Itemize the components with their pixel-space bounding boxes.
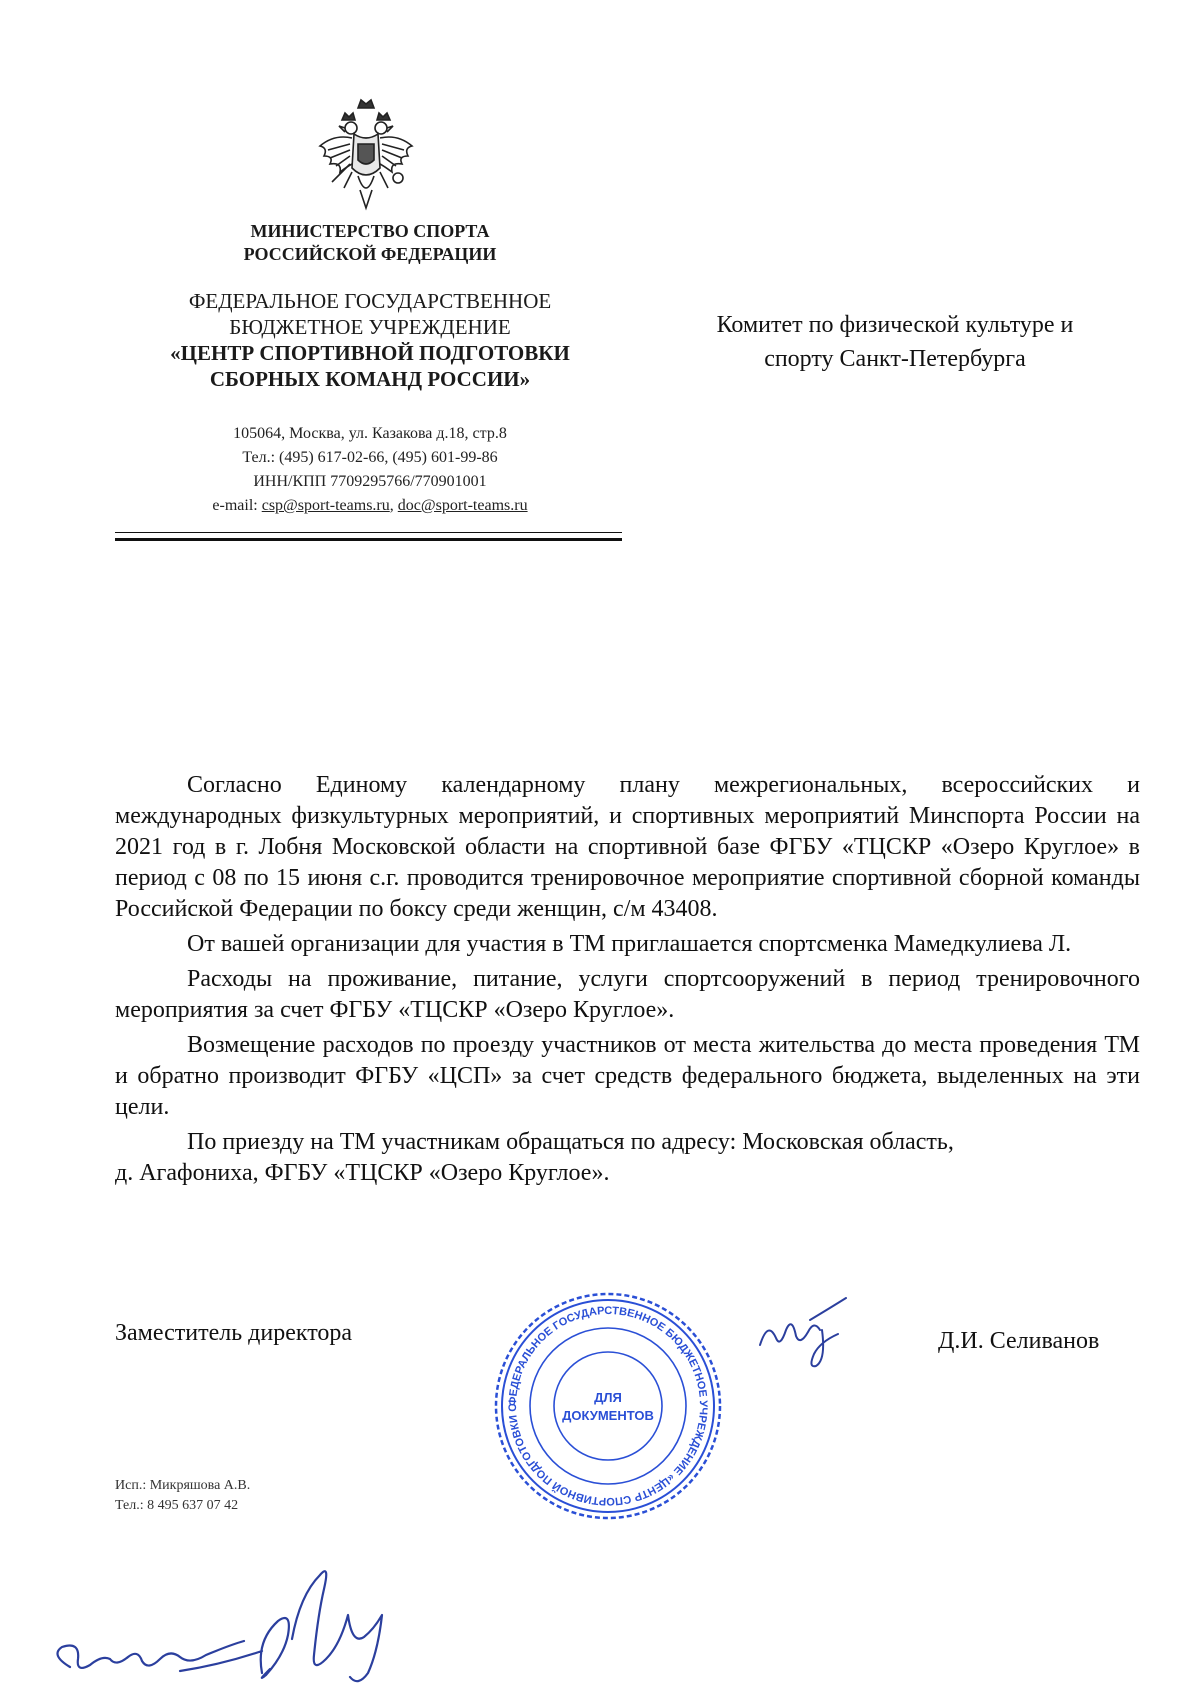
stamp-center-text-2: ДОКУМЕНТОВ xyxy=(562,1408,654,1423)
ministry-line-1: МИНИСТЕРСТВО СПОРТА xyxy=(250,221,490,241)
org-line-2: БЮДЖЕТНОЕ УЧРЕЖДЕНИЕ xyxy=(229,315,511,339)
stamp-ring-text: ФЕДЕРАЛЬНОЕ ГОСУДАРСТВЕННОЕ БЮДЖЕТНОЕ УЧРЕЖДЕНИЕ «ЦЕНТР СПОРТИВНОЙ ПОДГОТОВКИ С xyxy=(506,1304,710,1508)
stamp-center-text-1: ДЛЯ xyxy=(594,1390,622,1405)
organization-name xyxy=(110,288,630,392)
organization-contacts xyxy=(130,422,610,518)
official-stamp xyxy=(492,1290,724,1522)
contact-inn: ИНН/КПП 7709295766/770901001 xyxy=(253,473,487,490)
paragraph-3: Расходы на проживание, питание, услуги спортсооружений в период тренировочного мероприятия за счет ФГБУ «ТЦСКР «Озеро Круглое». xyxy=(115,966,1140,1023)
org-line-1: ФЕДЕРАЛЬНОЕ ГОСУДАРСТВЕННОЕ xyxy=(188,289,552,313)
handwritten-signature-bottom xyxy=(30,1555,450,1690)
contact-email xyxy=(130,494,610,518)
header-divider-thin xyxy=(115,532,622,533)
email-prefix: e-mail: xyxy=(212,497,262,514)
ministry-header xyxy=(130,220,610,266)
contact-address: 105064, Москва, ул. Казакова д.18, стр.8 xyxy=(233,425,507,442)
org-line-4: СБОРНЫХ КОМАНД РОССИИ» xyxy=(209,367,531,391)
email-link-2[interactable]: doc@sport-teams.ru xyxy=(397,497,528,514)
paragraph-2: От вашей организации для участия в ТМ приглашается спортсменка Мамедкулиева Л. xyxy=(187,931,1072,957)
handwritten-signature-director xyxy=(750,1290,860,1370)
coat-of-arms-icon xyxy=(314,98,418,216)
paragraph-1: Согласно Единому календарному плану межрегиональных, всероссийских и международных физкультурных мероприятий, и спортивных мероприятий Минспорта России на 2021 год в г. Лобня Московской области на спортивной базе ФГБУ «ТЦСКР «Озеро Круглое» в период с 08 по 15 июня с.г. проводится тренировочное мероприятие спортивной сборной команды Российской Федерации по боксу среди женщин, с/м 43408. xyxy=(115,772,1140,922)
letter-body xyxy=(115,770,1140,1193)
executor-name: Исп.: Микряшова А.В. xyxy=(115,1478,251,1493)
signatory-name: Д.И. Селиванов xyxy=(938,1328,1100,1354)
email-separator: , xyxy=(389,497,398,514)
email-link-1[interactable]: csp@sport-teams.ru xyxy=(261,497,390,514)
contact-phones: Тел.: (495) 617-02-66, (495) 601-99-86 xyxy=(242,449,498,466)
paragraph-5-line-2: д. Агафониха, ФГБУ «ТЦСКР «Озеро Круглое». xyxy=(115,1160,610,1186)
paragraph-5-line-1: По приезду на ТМ участникам обращаться по адресу: Московская область, xyxy=(187,1129,954,1155)
addressee xyxy=(660,308,1130,376)
paragraph-4: Возмещение расходов по проезду участников от места жительства до места проведения ТМ и обратно производит ФГБУ «ЦСП» за счет средств федерального бюджета, выделенных на эти цели. xyxy=(115,1032,1140,1120)
addressee-line-2: спорту Санкт-Петербурга xyxy=(764,346,1026,372)
addressee-line-1: Комитет по физической культуре и xyxy=(716,312,1074,338)
ministry-line-2: РОССИЙСКОЙ ФЕДЕРАЦИИ xyxy=(243,244,497,264)
signatory-title: Заместитель директора xyxy=(115,1320,353,1346)
header-divider-thick xyxy=(115,538,622,541)
executor-phone: Тел.: 8 495 637 07 42 xyxy=(115,1498,239,1513)
org-line-3: «ЦЕНТР СПОРТИВНОЙ ПОДГОТОВКИ xyxy=(170,341,570,365)
executor-info xyxy=(115,1476,250,1516)
